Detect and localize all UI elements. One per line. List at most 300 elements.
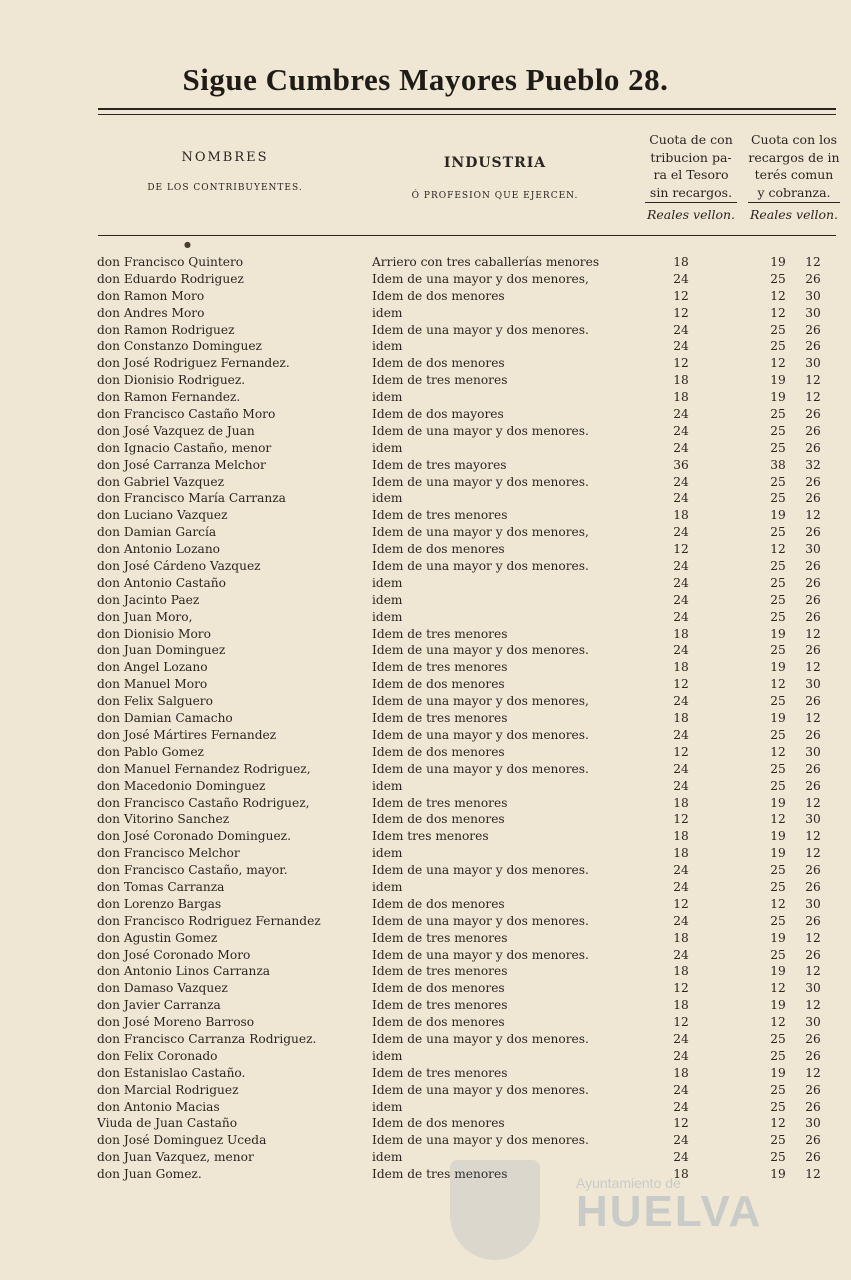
quota-base-value: 24 — [673, 1150, 689, 1165]
quota-surcharge-maravedis: 30 — [805, 305, 821, 320]
industry-text: Idem de una mayor y dos menores. — [372, 913, 589, 928]
quota-surcharge-maravedis: 30 — [805, 1015, 821, 1030]
quota-base-value: 12 — [673, 356, 689, 371]
header-industry-title: INDUSTRIA — [443, 155, 547, 171]
table-row — [0, 626, 851, 643]
industry-text: Idem de dos menores — [372, 1015, 505, 1030]
contributor-name: don Agustin Gomez — [97, 930, 218, 945]
industry-text: Idem de una mayor y dos menores, — [372, 694, 589, 709]
quota-surcharge-reales: 25 — [770, 1099, 786, 1114]
industry-text: Idem de tres menores — [372, 795, 508, 810]
contributor-name: don Francisco Melchor — [97, 846, 240, 861]
table-row — [0, 862, 851, 879]
contributor-name: Viuda de Juan Castaño — [97, 1116, 238, 1131]
industry-text: idem — [372, 879, 403, 894]
contributor-name: don Gabriel Vazquez — [97, 474, 225, 489]
quota-surcharge-maravedis: 26 — [805, 727, 821, 742]
industry-text: Idem de dos menores — [372, 1116, 505, 1131]
industry-text: idem — [372, 592, 403, 607]
quota-surcharge-reales: 25 — [770, 491, 786, 506]
top-rule-thin — [98, 114, 836, 115]
header-quota-base-line: ra el Tesoro — [653, 167, 729, 182]
industry-text: Idem de tres menores — [372, 998, 508, 1013]
quota-surcharge-maravedis: 12 — [805, 255, 821, 269]
quota-surcharge-maravedis: 26 — [805, 879, 821, 894]
quota-base-value: 18 — [673, 390, 689, 405]
contributor-name: don Francisco María Carranza — [97, 491, 286, 506]
contributor-name: don Estanislao Castaño. — [97, 1065, 246, 1080]
contributor-name: don Juan Gomez. — [97, 1167, 202, 1182]
quota-base-value: 24 — [673, 1048, 689, 1063]
quota-base-value: 18 — [673, 508, 689, 523]
header-quota-surcharge-unit: Reales vellon. — [749, 207, 839, 222]
quota-surcharge-maravedis: 30 — [805, 812, 821, 827]
table-row — [0, 676, 851, 693]
quota-surcharge-reales: 25 — [770, 339, 786, 354]
table-row — [0, 1149, 851, 1166]
table-row — [0, 575, 851, 592]
industry-text: idem — [372, 846, 403, 861]
contributor-name: don José Cárdeno Vazquez — [97, 559, 261, 574]
quota-base-value: 12 — [673, 288, 689, 303]
table-row — [0, 355, 851, 372]
quota-base-value: 12 — [673, 677, 689, 692]
quota-base-value: 18 — [673, 930, 689, 945]
industry-text: Arriero con tres caballerías menores — [372, 255, 600, 269]
quota-surcharge-reales: 25 — [770, 761, 786, 776]
table-row — [0, 1099, 851, 1116]
quota-base-value: 18 — [673, 711, 689, 726]
quota-surcharge-maravedis: 26 — [805, 1150, 821, 1165]
quota-surcharge-maravedis: 26 — [805, 1048, 821, 1063]
quota-surcharge-reales: 12 — [770, 896, 786, 911]
quota-surcharge-reales: 19 — [770, 1167, 786, 1182]
table-row — [0, 254, 851, 271]
contributor-name: don Felix Salguero — [97, 694, 213, 709]
table-row — [0, 440, 851, 457]
quota-surcharge-reales: 19 — [770, 846, 786, 861]
table-row — [0, 828, 851, 845]
industry-text: Idem de una mayor y dos menores. — [372, 761, 589, 776]
contributor-name: don Ramon Moro — [97, 288, 205, 303]
table-row — [0, 744, 851, 761]
industry-text: Idem de una mayor y dos menores, — [372, 525, 589, 540]
quota-surcharge-maravedis: 12 — [805, 795, 821, 810]
quota-surcharge-maravedis: 26 — [805, 863, 821, 878]
quota-surcharge-maravedis: 30 — [805, 981, 821, 996]
quota-surcharge-maravedis: 26 — [805, 1133, 821, 1148]
table-row — [0, 693, 851, 710]
contributor-name: don José Coronado Moro — [97, 947, 251, 962]
table-row — [0, 558, 851, 575]
table-row — [0, 541, 851, 558]
industry-text: idem — [372, 440, 403, 455]
industry-text: idem — [372, 305, 403, 320]
table-row — [0, 642, 851, 659]
table-row — [0, 727, 851, 744]
industry-text: Idem de tres menores — [372, 711, 508, 726]
quota-surcharge-reales: 25 — [770, 322, 786, 337]
quota-surcharge-reales: 38 — [770, 457, 786, 472]
industry-text: idem — [372, 575, 403, 590]
industry-text: idem — [372, 491, 403, 506]
quota-surcharge-maravedis: 26 — [805, 609, 821, 624]
quota-base-value: 18 — [673, 255, 689, 269]
quota-surcharge-maravedis: 30 — [805, 744, 821, 759]
table-row — [0, 490, 851, 507]
table-row — [0, 524, 851, 541]
quota-base-value: 24 — [673, 643, 689, 658]
quota-surcharge-reales: 25 — [770, 1048, 786, 1063]
table-row — [0, 879, 851, 896]
quota-surcharge-reales: 19 — [770, 626, 786, 641]
industry-text: Idem de tres menores — [372, 1167, 508, 1182]
contributor-name: don Pablo Gomez — [97, 744, 204, 759]
table-row — [0, 997, 851, 1014]
contributor-name: don Dionisio Rodriguez. — [97, 373, 246, 388]
table-row — [0, 659, 851, 676]
quota-surcharge-reales: 25 — [770, 423, 786, 438]
quota-base-value: 24 — [673, 423, 689, 438]
contributor-name: don Francisco Castaño, mayor. — [97, 863, 288, 878]
quota-surcharge-maravedis: 26 — [805, 491, 821, 506]
quota-base-value: 24 — [673, 525, 689, 540]
industry-text: Idem de una mayor y dos menores. — [372, 322, 589, 337]
quota-surcharge-reales: 25 — [770, 863, 786, 878]
industry-text: Idem de dos menores — [372, 356, 505, 371]
quota-base-value: 12 — [673, 305, 689, 320]
contributor-name: don José Mártires Fernandez — [97, 727, 277, 742]
industry-text: Idem de una mayor y dos menores. — [372, 947, 589, 962]
quota-surcharge-maravedis: 26 — [805, 271, 821, 286]
quota-base-value: 18 — [673, 829, 689, 844]
header-quota-base-line: sin recargos. — [645, 184, 737, 204]
top-rule — [98, 108, 836, 110]
quota-surcharge-reales: 19 — [770, 1065, 786, 1080]
quota-surcharge-reales: 25 — [770, 727, 786, 742]
quota-surcharge-reales: 25 — [770, 559, 786, 574]
quota-surcharge-maravedis: 12 — [805, 998, 821, 1013]
quota-surcharge-maravedis: 12 — [805, 660, 821, 675]
contributor-name: don Antonio Castaño — [97, 575, 226, 590]
quota-base-value: 12 — [673, 744, 689, 759]
header-quota-base-line: tribucion pa- — [650, 149, 732, 165]
quota-surcharge-reales: 25 — [770, 778, 786, 793]
industry-text: idem — [372, 339, 403, 354]
quota-base-value: 24 — [673, 592, 689, 607]
quota-surcharge-reales: 19 — [770, 998, 786, 1013]
quota-surcharge-maravedis: 30 — [805, 1116, 821, 1131]
contributor-name: don Francisco Carranza Rodriguez. — [97, 1031, 317, 1046]
table-row — [0, 896, 851, 913]
quota-surcharge-reales: 25 — [770, 1150, 786, 1165]
quota-base-value: 12 — [673, 981, 689, 996]
industry-text: Idem de dos menores — [372, 542, 505, 557]
contributor-name: don Lorenzo Bargas — [97, 896, 222, 911]
quota-surcharge-maravedis: 26 — [805, 778, 821, 793]
bullet-mark: ● — [184, 240, 191, 249]
industry-text: idem — [372, 609, 403, 624]
quota-base-value: 24 — [673, 879, 689, 894]
industry-text: Idem de una mayor y dos menores. — [372, 1031, 589, 1046]
header-names-title: NOMBRES — [181, 150, 269, 165]
quota-surcharge-reales: 12 — [770, 288, 786, 303]
industry-text: Idem de tres menores — [372, 508, 508, 523]
quota-surcharge-maravedis: 26 — [805, 474, 821, 489]
contributor-name: don José Rodriguez Fernandez. — [97, 356, 290, 371]
quota-surcharge-maravedis: 26 — [805, 407, 821, 422]
contributor-name: don Andres Moro — [97, 305, 205, 320]
quota-surcharge-maravedis: 12 — [805, 711, 821, 726]
table-row — [0, 913, 851, 930]
contributor-name: don Antonio Linos Carranza — [97, 964, 271, 979]
quota-surcharge-reales: 19 — [770, 964, 786, 979]
contributor-name: don Macedonio Dominguez — [97, 778, 266, 793]
industry-text: Idem de una mayor y dos menores. — [372, 1082, 589, 1097]
table-row — [0, 795, 851, 812]
quota-surcharge-maravedis: 30 — [805, 896, 821, 911]
contributor-name: don Marcial Rodriguez — [97, 1082, 239, 1097]
quota-surcharge-reales: 19 — [770, 930, 786, 945]
page-title: Sigue Cumbres Mayores Pueblo 28. — [182, 62, 669, 97]
table-row — [0, 507, 851, 524]
contributor-name: don Ramon Fernandez. — [97, 390, 241, 405]
industry-text: Idem de una mayor y dos menores. — [372, 727, 589, 742]
contributor-name: don Francisco Castaño Rodriguez, — [97, 795, 310, 810]
quota-base-value: 24 — [673, 491, 689, 506]
quota-base-value: 24 — [673, 778, 689, 793]
quota-base-value: 24 — [673, 339, 689, 354]
quota-surcharge-reales: 12 — [770, 1015, 786, 1030]
table-row — [0, 457, 851, 474]
quota-base-value: 18 — [673, 1065, 689, 1080]
quota-base-value: 24 — [673, 947, 689, 962]
contributor-name: don Jacinto Paez — [97, 592, 200, 607]
quota-surcharge-maravedis: 26 — [805, 339, 821, 354]
quota-surcharge-maravedis: 26 — [805, 440, 821, 455]
quota-surcharge-maravedis: 26 — [805, 592, 821, 607]
quota-base-value: 24 — [673, 913, 689, 928]
quota-surcharge-maravedis: 26 — [805, 322, 821, 337]
quota-surcharge-maravedis: 30 — [805, 288, 821, 303]
quota-surcharge-reales: 19 — [770, 390, 786, 405]
industry-text: Idem de dos menores — [372, 288, 505, 303]
industry-text: Idem de dos menores — [372, 896, 505, 911]
contributor-name: don Javier Carranza — [97, 998, 221, 1013]
quota-surcharge-reales: 12 — [770, 542, 786, 557]
table-row — [0, 1065, 851, 1082]
industry-text: Idem de una mayor y dos menores, — [372, 271, 589, 286]
table-row — [0, 406, 851, 423]
quota-base-value: 12 — [673, 1116, 689, 1131]
header-names-subtitle: DE LOS CONTRIBUYENTES. — [147, 183, 303, 193]
industry-text: Idem de tres menores — [372, 373, 508, 388]
quota-surcharge-reales: 25 — [770, 407, 786, 422]
table-row — [0, 1082, 851, 1099]
industry-text: Idem de dos menores — [372, 812, 505, 827]
table-row — [0, 474, 851, 491]
quota-base-value: 12 — [673, 1015, 689, 1030]
table-row — [0, 947, 851, 964]
quota-base-value: 24 — [673, 863, 689, 878]
quota-base-value: 18 — [673, 964, 689, 979]
quota-surcharge-reales: 25 — [770, 592, 786, 607]
quota-surcharge-maravedis: 30 — [805, 677, 821, 692]
quota-surcharge-reales: 19 — [770, 373, 786, 388]
industry-text: Idem de una mayor y dos menores. — [372, 559, 589, 574]
industry-text: idem — [372, 1048, 403, 1063]
quota-base-value: 24 — [673, 1133, 689, 1148]
header-quota-surcharge-line: recargos de in — [748, 149, 840, 165]
quota-surcharge-reales: 25 — [770, 440, 786, 455]
watermark-line2: HUELVA — [576, 1187, 763, 1236]
contributor-name: don Antonio Macias — [97, 1099, 220, 1114]
table-row — [0, 930, 851, 947]
quota-surcharge-reales: 12 — [770, 812, 786, 827]
quota-surcharge-maravedis: 26 — [805, 1099, 821, 1114]
contributor-name: don José Moreno Barroso — [97, 1015, 255, 1030]
industry-text: Idem de tres mayores — [372, 457, 507, 472]
table-row — [0, 845, 851, 862]
contributor-name: don José Coronado Dominguez. — [97, 829, 291, 844]
contributor-name: don Francisco Rodriguez Fernandez — [97, 913, 321, 928]
header-quota-surcharge-line: y cobranza. — [748, 184, 840, 204]
table-row — [0, 423, 851, 440]
quota-surcharge-reales: 12 — [770, 677, 786, 692]
contributor-name: don Manuel Moro — [97, 677, 208, 692]
header-quota-surcharge-line: terés comun — [754, 167, 834, 182]
quota-surcharge-maravedis: 12 — [805, 930, 821, 945]
quota-surcharge-maravedis: 12 — [805, 1065, 821, 1080]
quota-base-value: 18 — [673, 998, 689, 1013]
header-rule — [98, 235, 836, 236]
industry-text: Idem de una mayor y dos menores. — [372, 643, 589, 658]
table-row — [0, 372, 851, 389]
quota-base-value: 36 — [673, 457, 689, 472]
contributor-name: don José Carranza Melchor — [97, 457, 266, 472]
industry-text: Idem de tres menores — [372, 626, 508, 641]
quota-base-value: 24 — [673, 727, 689, 742]
industry-text: Idem de tres menores — [372, 1065, 508, 1080]
table-row — [0, 980, 851, 997]
table-row — [0, 1048, 851, 1065]
header-quota-surcharge — [748, 131, 840, 224]
quota-surcharge-reales: 25 — [770, 879, 786, 894]
quota-surcharge-maravedis: 12 — [805, 846, 821, 861]
quota-surcharge-maravedis: 26 — [805, 694, 821, 709]
contributor-name: don Ramon Rodriguez — [97, 322, 235, 337]
quota-base-value: 24 — [673, 1082, 689, 1097]
industry-text: Idem de una mayor y dos menores. — [372, 1133, 589, 1148]
quota-surcharge-maravedis: 26 — [805, 643, 821, 658]
quota-surcharge-reales: 12 — [770, 744, 786, 759]
quota-surcharge-reales: 25 — [770, 913, 786, 928]
quota-surcharge-reales: 25 — [770, 271, 786, 286]
quota-base-value: 18 — [673, 373, 689, 388]
quota-surcharge-maravedis: 12 — [805, 373, 821, 388]
quota-base-value: 12 — [673, 896, 689, 911]
industry-text: Idem de una mayor y dos menores. — [372, 474, 589, 489]
table-row — [0, 1031, 851, 1048]
quota-surcharge-reales: 19 — [770, 795, 786, 810]
contributor-name: don Eduardo Rodriguez — [97, 271, 244, 286]
header-quota-surcharge-line: Cuota con los — [750, 132, 838, 147]
contributor-name: don Dionisio Moro — [97, 626, 211, 641]
industry-text: Idem tres menores — [372, 829, 489, 844]
quota-surcharge-reales: 19 — [770, 660, 786, 675]
header-industry — [360, 155, 630, 201]
quota-surcharge-reales: 12 — [770, 305, 786, 320]
table-row — [0, 811, 851, 828]
header-quota-base — [645, 131, 737, 224]
contributor-name: don Francisco Quintero — [97, 255, 244, 269]
contributor-name: don Juan Dominguez — [97, 643, 226, 658]
quota-surcharge-reales: 25 — [770, 643, 786, 658]
table-row — [0, 288, 851, 305]
quota-surcharge-maravedis: 26 — [805, 947, 821, 962]
quota-surcharge-reales: 25 — [770, 474, 786, 489]
industry-text: idem — [372, 1150, 403, 1165]
quota-base-value: 18 — [673, 846, 689, 861]
contributor-name: don Constanzo Dominguez — [97, 339, 262, 354]
quota-base-value: 24 — [673, 1031, 689, 1046]
quota-base-value: 12 — [673, 812, 689, 827]
industry-text: idem — [372, 390, 403, 405]
contributor-name: don Angel Lozano — [97, 660, 208, 675]
quota-surcharge-maravedis: 26 — [805, 1082, 821, 1097]
header-quota-base-unit: Reales vellon. — [646, 207, 736, 222]
contributor-name: don Manuel Fernandez Rodriguez, — [97, 761, 311, 776]
industry-text: Idem de una mayor y dos menores. — [372, 423, 589, 438]
contributor-name: don Juan Moro, — [97, 609, 193, 624]
table-row — [0, 609, 851, 626]
table-row — [0, 710, 851, 727]
contributor-name: don Damaso Vazquez — [97, 981, 228, 996]
contributor-name: don Damian García — [97, 525, 217, 540]
quota-surcharge-reales: 25 — [770, 525, 786, 540]
quota-surcharge-reales: 19 — [770, 711, 786, 726]
quota-surcharge-maravedis: 12 — [805, 508, 821, 523]
industry-text: Idem de tres menores — [372, 930, 508, 945]
contributor-name: don Juan Vazquez, menor — [97, 1150, 254, 1165]
quota-base-value: 24 — [673, 474, 689, 489]
quota-surcharge-reales: 12 — [770, 1116, 786, 1131]
quota-surcharge-maravedis: 30 — [805, 542, 821, 557]
quota-surcharge-reales: 25 — [770, 609, 786, 624]
table-row — [0, 1115, 851, 1132]
contributors-table — [0, 254, 851, 1183]
quota-base-value: 18 — [673, 660, 689, 675]
quota-surcharge-reales: 19 — [770, 508, 786, 523]
quota-surcharge-maravedis: 26 — [805, 761, 821, 776]
quota-base-value: 24 — [673, 559, 689, 574]
quota-surcharge-maravedis: 30 — [805, 356, 821, 371]
quota-base-value: 24 — [673, 761, 689, 776]
watermark-line1: Ayuntamiento de — [576, 1175, 681, 1191]
contributor-name: don Tomas Carranza — [97, 879, 225, 894]
quota-base-value: 24 — [673, 322, 689, 337]
contributor-name: don Luciano Vazquez — [97, 508, 228, 523]
table-row — [0, 592, 851, 609]
quota-base-value: 24 — [673, 609, 689, 624]
contributor-name: don Ignacio Castaño, menor — [97, 440, 272, 455]
quota-surcharge-maravedis: 32 — [805, 457, 821, 472]
quota-surcharge-reales: 25 — [770, 947, 786, 962]
industry-text: Idem de tres menores — [372, 964, 508, 979]
industry-text: Idem de dos menores — [372, 981, 505, 996]
quota-surcharge-maravedis: 26 — [805, 559, 821, 574]
quota-surcharge-maravedis: 26 — [805, 423, 821, 438]
